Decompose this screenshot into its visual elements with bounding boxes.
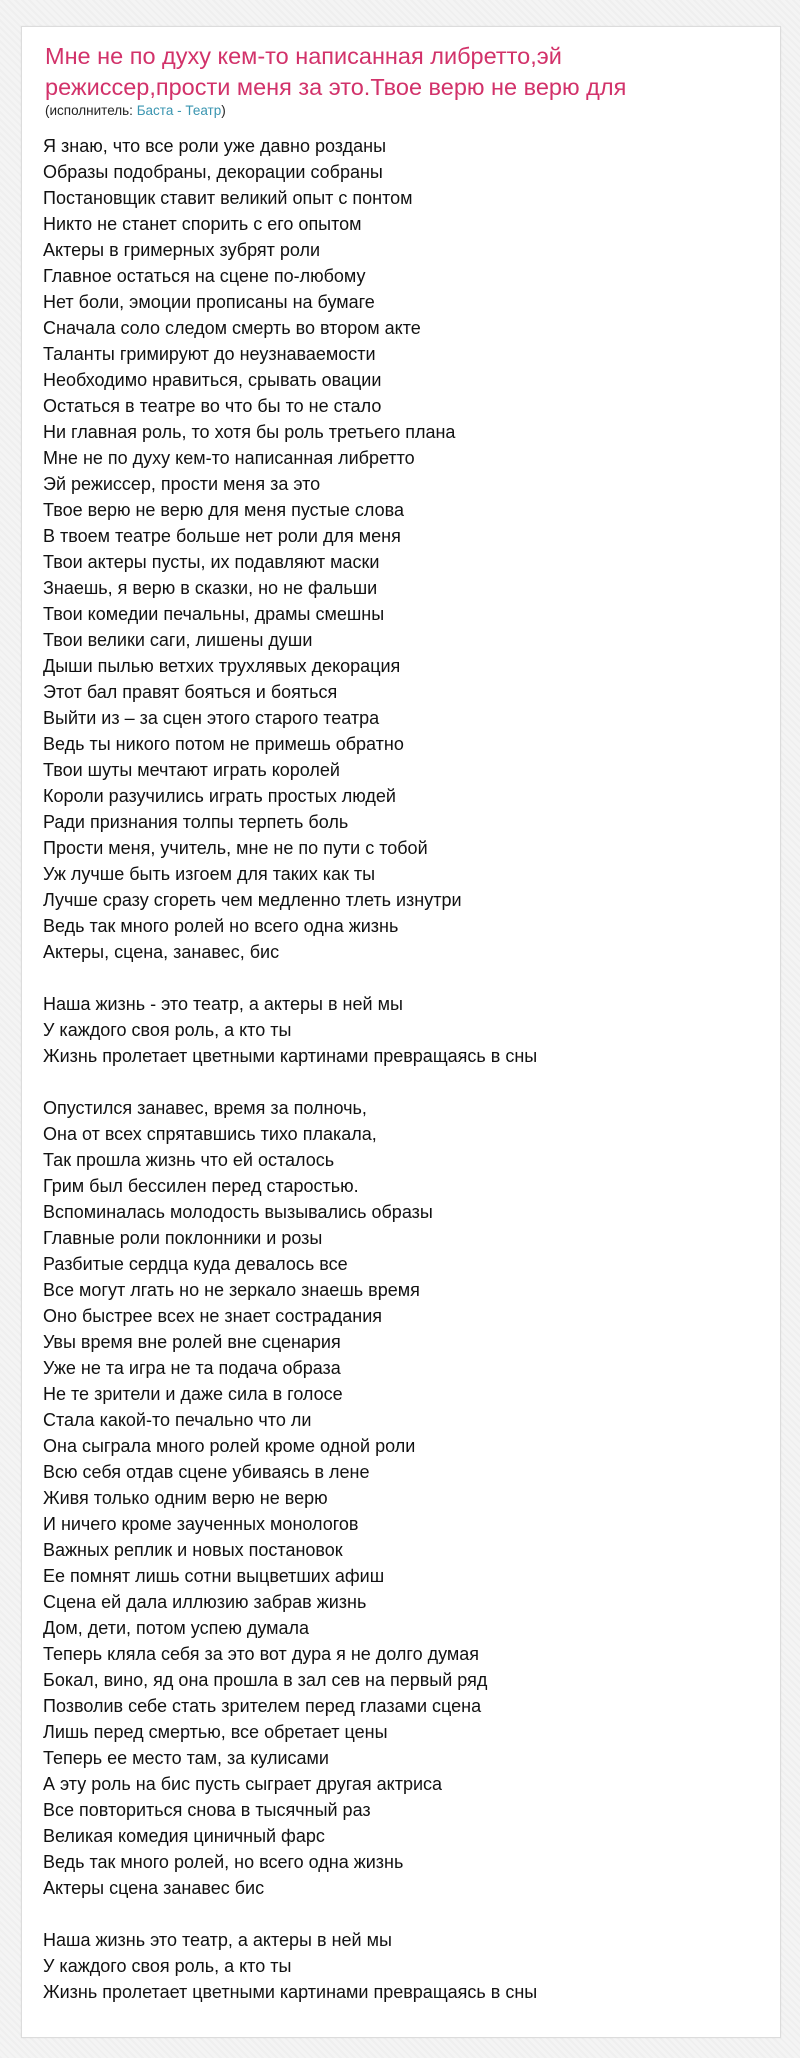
lyric-line: Ведь ты никого потом не примешь обратно (43, 734, 404, 754)
lyric-line: Эй режиссер, прости меня за это (43, 474, 321, 494)
lyric-line: Твои велики саги, лишены души (43, 630, 313, 650)
lyric-line: Все повториться снова в тысячный раз (43, 1800, 371, 1820)
lyric-line: Твое верю не верю для меня пустые слова (43, 500, 404, 520)
lyric-line: Постановщик ставит великий опыт с понтом (43, 188, 413, 208)
lyric-line: Я знаю, что все роли уже давно розданы (43, 136, 387, 156)
lyric-line: Никто не станет спорить с его опытом (43, 214, 362, 234)
lyric-line: Сцена ей дала иллюзию забрав жизнь (43, 1592, 367, 1612)
lyric-line: Этот бал правят бояться и бояться (43, 682, 338, 702)
lyric-line: Короли разучились играть простых людей (43, 786, 396, 806)
lyric-line: Прости меня, учитель, мне не по пути с тобой (43, 838, 428, 858)
lyric-line: Важных реплик и новых постановок (43, 1540, 343, 1560)
lyric-line: Твои актеры пусты, их подавляют маски (43, 552, 380, 572)
lyric-line: Таланты гримируют до неузнаваемости (43, 344, 376, 364)
artist-credit-prefix: (исполнитель: (45, 103, 137, 118)
lyric-line: Стала какой-то печально что ли (43, 1410, 312, 1430)
stanza-break (43, 1069, 763, 1095)
lyric-line: Живя только одним верю не верю (43, 1488, 328, 1508)
lyric-line: Жизнь пролетает цветными картинами превращаясь в сны (43, 1046, 538, 1066)
lyric-line: Теперь кляла себя за это вот дура я не долго думая (43, 1644, 480, 1664)
lyric-line: Дом, дети, потом успею думала (43, 1618, 310, 1638)
lyric-line: Твои комедии печальны, драмы смешны (43, 604, 385, 624)
lyric-line: Ее помнят лишь сотни выцветших афиш (43, 1566, 385, 1586)
lyric-line: Уж лучше быть изгоем для таких как ты (43, 864, 376, 884)
lyric-line: Она от всех спрятавшись тихо плакала, (43, 1124, 377, 1144)
lyric-line: Сначала соло следом смерть во втором акте (43, 318, 421, 338)
lyric-line: Главные роли поклонники и розы (43, 1228, 323, 1248)
lyric-line: Она сыграла много ролей кроме одной роли (43, 1436, 416, 1456)
lyric-line: Актеры, сцена, занавес, бис (43, 942, 280, 962)
lyric-line: Главное остаться на сцене по-любому (43, 266, 366, 286)
lyric-line: Ни главная роль, то хотя бы роль третьего плана (43, 422, 456, 442)
lyrics-card (21, 26, 781, 2038)
artist-credit (45, 103, 226, 119)
song-title-line-2: режиссер,прости меня за это.Твое верю не верю для (45, 74, 627, 100)
lyric-line: Необходимо нравиться, срывать овации (43, 370, 382, 390)
lyric-line: Нет боли, эмоции прописаны на бумаге (43, 292, 375, 312)
lyric-line: Наша жизнь - это театр, а актеры в ней мы (43, 994, 403, 1014)
artist-link[interactable]: Баста - Театр (136, 103, 222, 118)
stanza-break (43, 1901, 763, 1927)
lyric-line: Твои шуты мечтают играть королей (43, 760, 340, 780)
lyric-line: Лишь перед смертью, все обретает цены (43, 1722, 388, 1742)
lyric-line: Грим был бессилен перед старостью. (43, 1176, 359, 1196)
lyric-line: Бокал, вино, яд она прошла в зал сев на первый ряд (43, 1670, 488, 1690)
lyric-line: Мне не по духу кем-то написанная либретто (43, 448, 415, 468)
lyric-line: Теперь ее место там, за кулисами (43, 1748, 329, 1768)
lyric-line: Оно быстрее всех не знает сострадания (43, 1306, 383, 1326)
lyric-line: Увы время вне ролей вне сценария (43, 1332, 341, 1352)
lyric-line: Актеры в гримерных зубрят роли (43, 240, 321, 260)
lyric-line: И ничего кроме заученных монологов (43, 1514, 359, 1534)
lyric-line: Знаешь, я верю в сказки, но не фальши (43, 578, 378, 598)
lyric-line: Вспоминалась молодость вызывались образы (43, 1202, 433, 1222)
song-title (45, 41, 765, 103)
lyric-line: А эту роль на бис пусть сыграет другая актриса (43, 1774, 443, 1794)
lyric-line: Лучше сразу сгореть чем медленно тлеть изнутри (43, 890, 462, 910)
lyric-line: Дыши пылью ветхих трухлявых декорация (43, 656, 401, 676)
lyric-line: У каждого своя роль, а кто ты (43, 1020, 292, 1040)
lyric-line: Образы подобраны, декорации собраны (43, 162, 383, 182)
song-title-line-1: Мне не по духу кем-то написанная либретто,эй (45, 43, 562, 69)
lyric-line: Уже не та игра не та подача образа (43, 1358, 341, 1378)
lyric-line: Все могут лгать но не зеркало знаешь время (43, 1280, 420, 1300)
lyric-line: Всю себя отдав сцене убиваясь в лене (43, 1462, 370, 1482)
lyric-line: Не те зрители и даже сила в голосе (43, 1384, 343, 1404)
lyric-line: Ради признания толпы терпеть боль (43, 812, 349, 832)
lyric-line: Актеры сцена занавес бис (43, 1878, 265, 1898)
lyric-line: Так прошла жизнь что ей осталось (43, 1150, 335, 1170)
lyric-line: Позволив себе стать зрителем перед глазами сцена (43, 1696, 482, 1716)
lyric-line: Опустился занавес, время за полночь, (43, 1098, 367, 1118)
lyric-line: У каждого своя роль, а кто ты (43, 1956, 292, 1976)
lyric-line: Остаться в театре во что бы то не стало (43, 396, 382, 416)
lyric-line: Ведь так много ролей, но всего одна жизнь (43, 1852, 404, 1872)
lyric-line: Разбитые сердца куда девалось все (43, 1254, 348, 1274)
lyric-line: В твоем театре больше нет роли для меня (43, 526, 401, 546)
lyric-line: Великая комедия циничный фарс (43, 1826, 325, 1846)
artist-credit-suffix: ) (221, 103, 226, 118)
lyrics-text (43, 133, 763, 2005)
stanza-break (43, 965, 763, 991)
lyric-line: Выйти из – за сцен этого старого театра (43, 708, 380, 728)
lyric-line: Наша жизнь это театр, а актеры в ней мы (43, 1930, 392, 1950)
lyric-line: Ведь так много ролей но всего одна жизнь (43, 916, 399, 936)
lyric-line: Жизнь пролетает цветными картинами превращаясь в сны (43, 1982, 538, 2002)
